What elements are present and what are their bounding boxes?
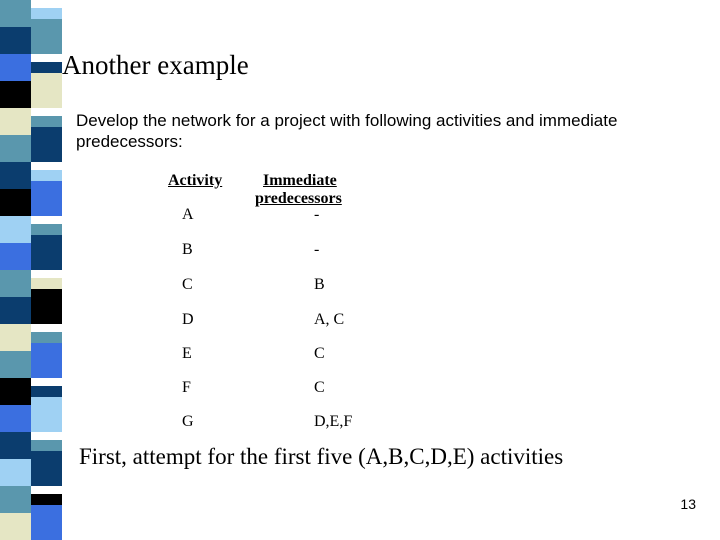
table-row-predecessors: - bbox=[314, 241, 320, 258]
table-row-predecessors: D,E,F bbox=[314, 413, 353, 430]
table-row-activity: B bbox=[182, 241, 193, 258]
table-row-predecessors: B bbox=[314, 276, 325, 293]
stripe-block bbox=[0, 81, 62, 108]
stripe-block bbox=[0, 189, 62, 216]
table-row-predecessors: A, C bbox=[314, 311, 345, 328]
stripe-block bbox=[0, 405, 62, 432]
decorative-left-stripe bbox=[0, 0, 62, 540]
stripe-block bbox=[0, 351, 62, 378]
intro-text: Develop the network for a project with following activities and immediate predecessors: bbox=[76, 111, 618, 151]
page-number: 13 bbox=[680, 496, 696, 512]
stripe-block bbox=[0, 459, 62, 486]
predecessors-column-header-line1: Immediate bbox=[263, 172, 337, 189]
table-row-activity: A bbox=[182, 206, 194, 223]
table-row-activity: D bbox=[182, 311, 194, 328]
footer-instruction: First, attempt for the first five (A,B,C,D,E) activities bbox=[79, 444, 564, 469]
table-row-predecessors: C bbox=[314, 345, 325, 362]
stripe-block bbox=[0, 513, 62, 540]
stripe-block bbox=[0, 135, 62, 162]
stripe-block bbox=[0, 297, 62, 324]
slide-title: Another example bbox=[62, 50, 249, 80]
predecessors-column-header-line2: predecessors bbox=[255, 190, 342, 207]
table-row-predecessors: - bbox=[314, 206, 320, 223]
stripe-block bbox=[0, 27, 62, 54]
table-row-activity: G bbox=[182, 413, 194, 430]
table-row-activity: C bbox=[182, 276, 193, 293]
activity-column-header: Activity bbox=[168, 172, 223, 189]
table-row-activity: F bbox=[182, 379, 191, 396]
table-row-activity: E bbox=[182, 345, 192, 362]
table-row-predecessors: C bbox=[314, 379, 325, 396]
stripe-block bbox=[0, 243, 62, 270]
